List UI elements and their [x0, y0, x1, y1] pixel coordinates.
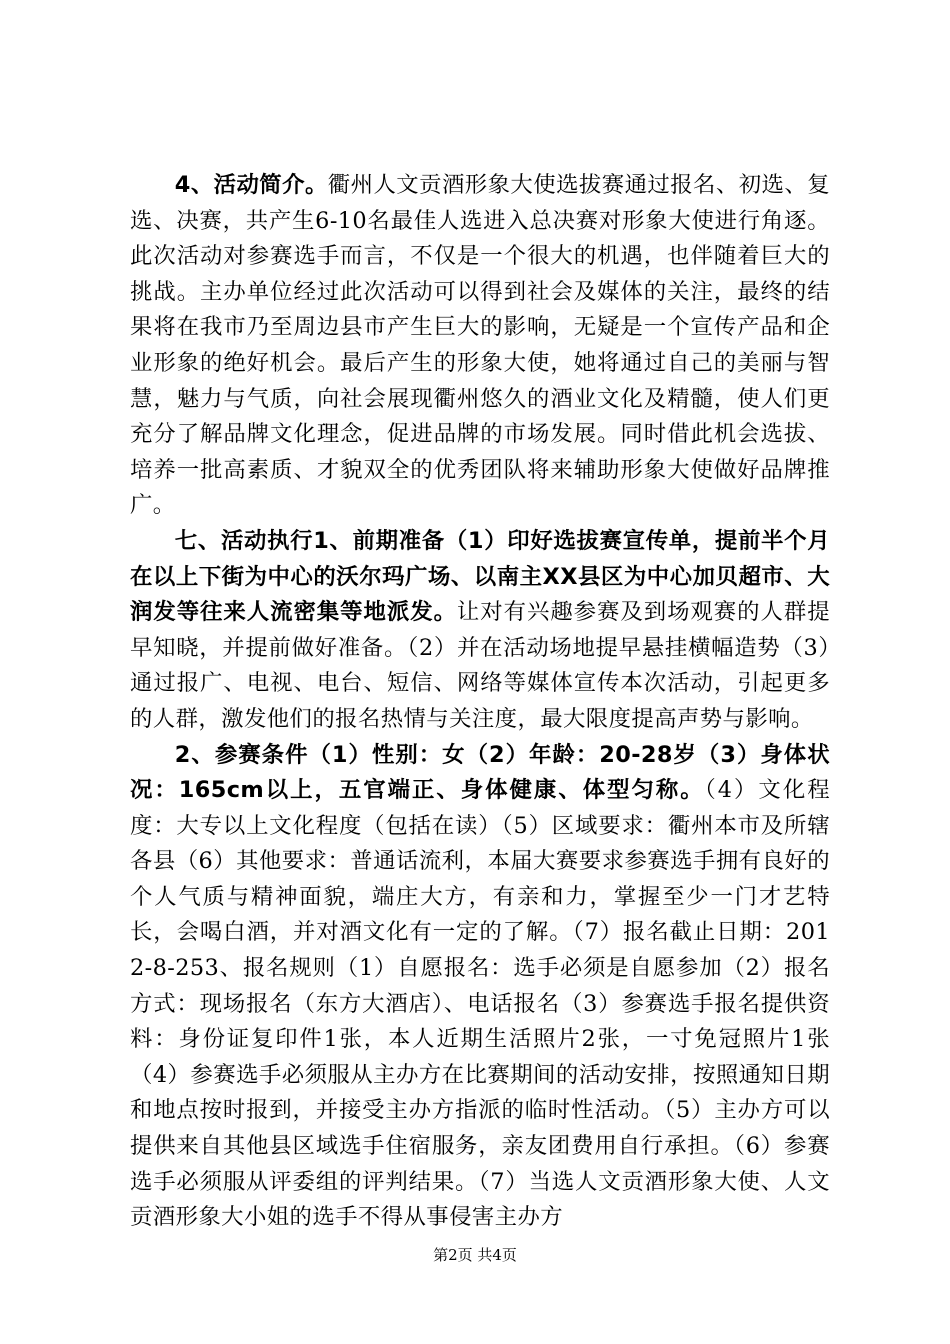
paragraph-lead: 4、活动简介。 — [174, 172, 328, 198]
paragraph-entry-conditions — [130, 738, 830, 1236]
paragraph-activity-intro — [130, 168, 830, 524]
paragraph-text: 衢州人文贡酒形象大使选拔赛通过报名、初选、复选、决赛，共产生6-10名最佳人选进入总决赛对形象大使进行角逐。此次活动对参赛选手而言，不仅是一个很大的机遇，也伴随着巨大的挑战。主办单位经过此次活动可以得到社会及媒体的关注，最终的结果将在我市乃至周边县市产生巨大的影响，无疑是一个宣传产品和企业形象的绝好机会。最后产生的形象大使，她将通过自己的美丽与智慧，魅力与气质，向社会展现衢州悠久的酒业文化及精髓，使人们更充分了解品牌文化理念，促进品牌的市场发展。同时借此机会选拔、培养一批高素质、才貌双全的优秀团队将来辅助形象大使做好品牌推广。 — [130, 172, 830, 519]
paragraph-lead: 七、活动执行1、前期准备（1）印好选拔赛宣传单，提前半个月在以上下街为中心的沃尔玛广场、以南主XX县区为中心加贝超市、大润发等往来人流密集等地派发。 — [130, 527, 830, 626]
page-number-footer: 第2页 共4页 — [433, 1246, 517, 1264]
paragraph-text: 让对有兴趣参赛及到场观赛的人群提早知晓，并提前做好准备。（2）并在活动场地提早悬挂横幅造势（3）通过报广、电视、电台、短信、网络等媒体宣传本次活动，引起更多的人群，激发他们的报名热情与关注度，最大限度提高声势与影响。 — [130, 599, 830, 732]
document-body — [130, 168, 830, 1236]
paragraph-text: （4）文化程度：大专以上文化程度（包括在读）（5）区域要求：衢州本市及所辖各县（6）其他要求：普通话流利，本届大赛要求参赛选手拥有良好的个人气质与精神面貌，端庄大方，有亲和力，掌握至少一门才艺特长，会喝白酒，并对酒文化有一定的了解。（7）报名截止日期：2012-8-253、报名规则（1）自愿报名：选手必须是自愿参加（2）报名方式：现场报名（东方大酒店）、电话报名（3）参赛选手报名提供资料：身份证复印件1张，本人近期生活照片2张，一寸免冠照片1张（4）参赛选手必须服从主办方在比赛期间的活动安排，按照通知日期和地点按时报到，并接受主办方指派的临时性活动。（5）主办方可以提供来自其他县区域选手住宿服务，亲友团费用自行承担。（6）参赛选手必须服从评委组的评判结果。（7）当选人文贡酒形象大使、人文贡酒形象大小姐的选手不得从事侵害主办方 — [130, 777, 830, 1231]
paragraph-activity-execution — [130, 524, 830, 738]
paragraph-lead: 2、参赛条件（1）性别：女（2）年龄：20-28岁（3）身体状况：165cm以上，五官端正、身体健康、体型匀称。 — [130, 741, 830, 804]
